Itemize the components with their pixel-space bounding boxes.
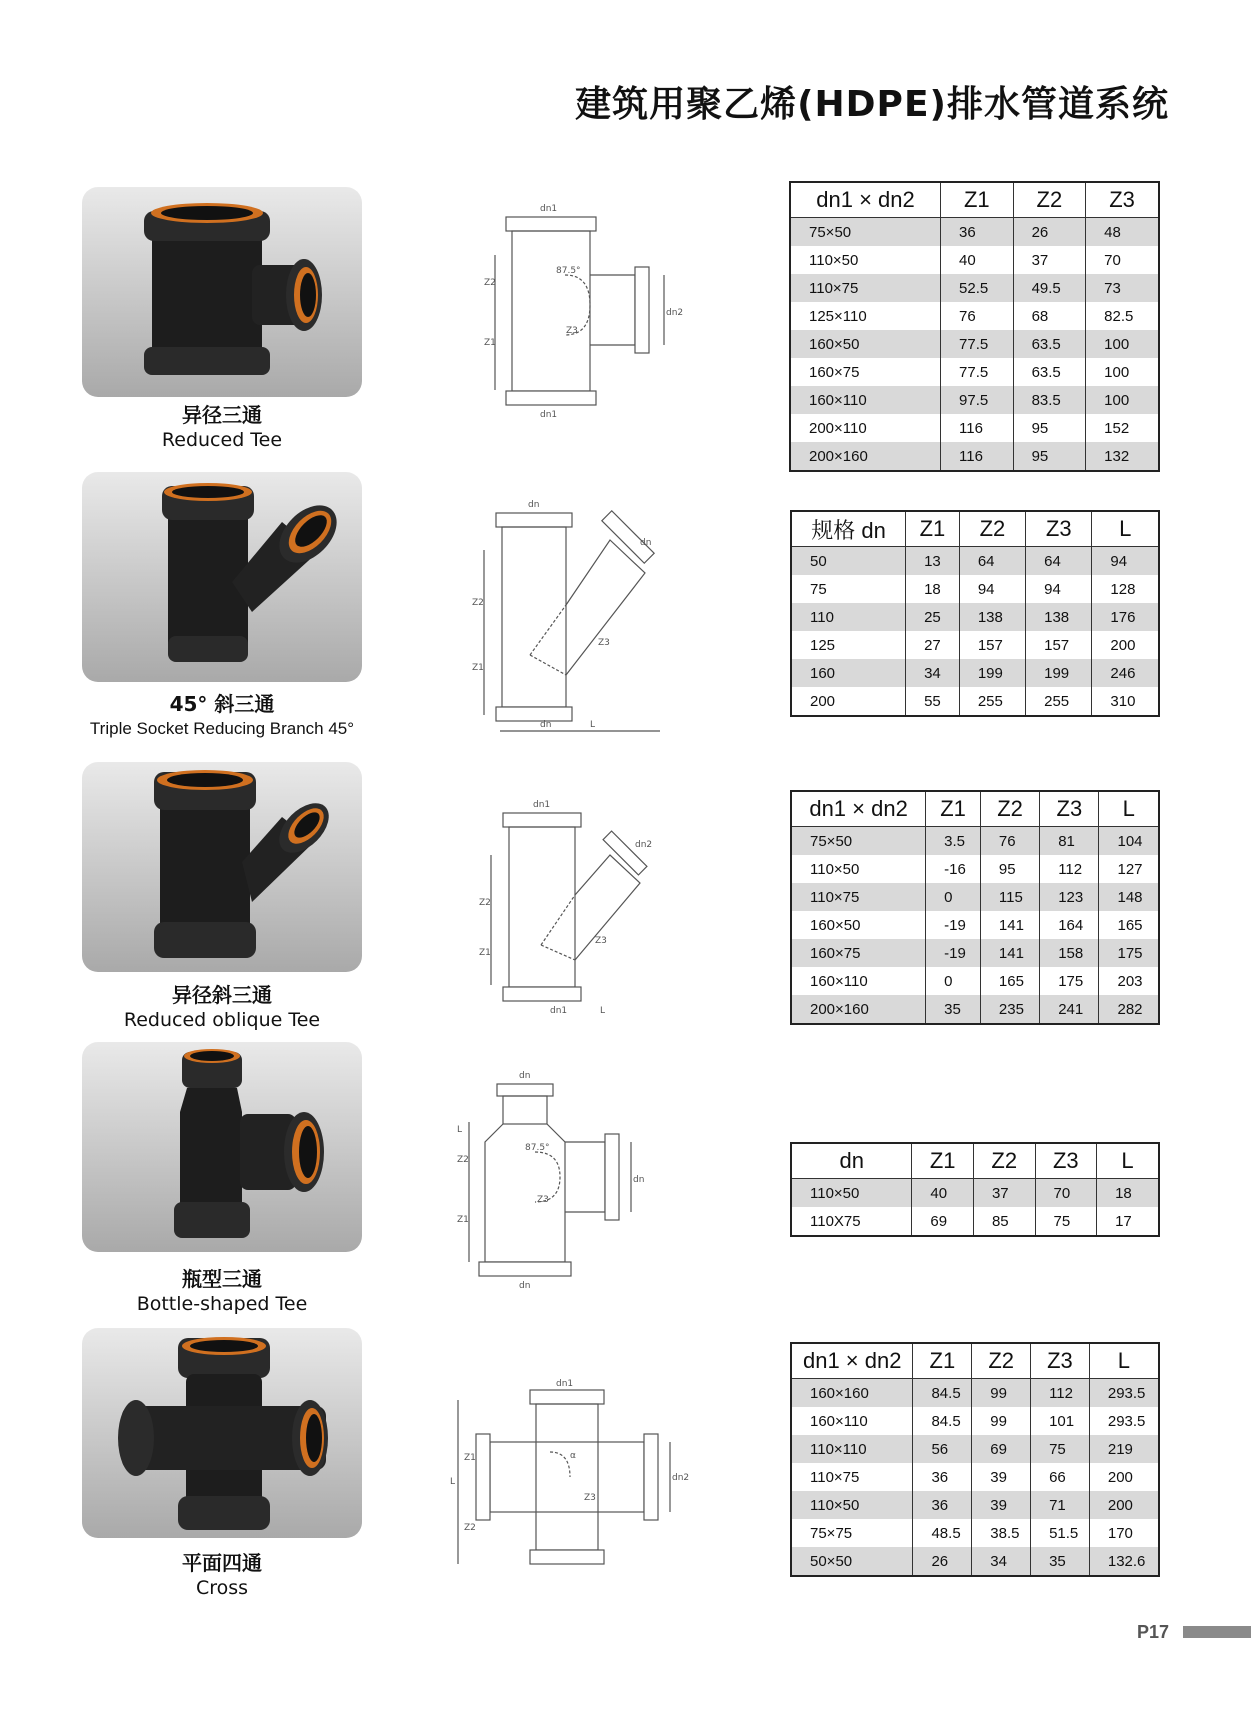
col-header: 规格 dn	[791, 511, 906, 547]
table-cell: 18	[1097, 1179, 1159, 1208]
reduced-oblique-tee-drawing	[475, 795, 675, 1020]
col-header: Z1	[926, 791, 981, 827]
label-l: L	[457, 1125, 463, 1135]
table-cell: 36	[913, 1463, 972, 1491]
table-cell: 157	[959, 631, 1025, 659]
table-cell: 164	[1040, 911, 1099, 939]
table-cell: 39	[972, 1491, 1031, 1519]
label-dn-bottom: dn	[519, 1281, 531, 1291]
table-cell: 165	[1099, 911, 1159, 939]
table-cell: 141	[980, 911, 1039, 939]
table-row	[790, 442, 1159, 471]
table-cell: 68	[1013, 302, 1086, 330]
product-name-en: Cross	[195, 1577, 249, 1599]
table-cell: 69	[912, 1207, 974, 1236]
table-cell: 203	[1099, 967, 1159, 995]
label-z3: Z3	[598, 638, 610, 648]
reduced-tee-photo	[82, 187, 362, 397]
label-dn-side: dn	[640, 538, 652, 548]
label-dn2: dn2	[672, 1473, 690, 1483]
bottle-tee-table	[790, 1142, 1160, 1237]
table-cell: 170	[1089, 1519, 1159, 1547]
label-z1: Z1	[484, 338, 496, 348]
table-cell: 82.5	[1086, 302, 1159, 330]
table-cell: 38.5	[972, 1519, 1031, 1547]
table-cell: 99	[972, 1407, 1031, 1435]
table-cell: 52.5	[941, 274, 1014, 302]
table-cell: 35	[926, 995, 981, 1024]
table-cell: 25	[906, 603, 960, 631]
table-cell: 115	[980, 883, 1039, 911]
product-name-cn: 45° 斜三通	[169, 692, 275, 716]
label-z1: Z1	[464, 1453, 476, 1463]
label-z3: Z3	[537, 1195, 549, 1205]
table-row	[791, 855, 1159, 883]
table-cell: 26	[913, 1547, 972, 1576]
product-name-en: Bottle-shaped Tee	[136, 1293, 308, 1315]
table-cell: 66	[1031, 1463, 1090, 1491]
table-cell: 160×75	[791, 939, 926, 967]
col-header: Z3	[1031, 1343, 1090, 1379]
col-header: Z2	[980, 791, 1039, 827]
product-name-cn: 异径斜三通	[172, 983, 272, 1007]
table-cell: 246	[1092, 659, 1159, 687]
table-cell: 39	[972, 1463, 1031, 1491]
table-cell: 100	[1086, 330, 1159, 358]
label-z2: Z2	[479, 898, 491, 908]
table-row	[791, 1547, 1159, 1576]
table-cell: 112	[1040, 855, 1099, 883]
label-dn2: dn2	[635, 840, 653, 850]
table-cell: 26	[1013, 218, 1086, 247]
table-cell: 176	[1092, 603, 1159, 631]
label-dn1-bottom: dn1	[540, 410, 558, 420]
table-cell: 81	[1040, 827, 1099, 856]
table-row	[790, 358, 1159, 386]
label-dn1-top: dn1	[533, 800, 551, 810]
table-cell: 110×50	[791, 855, 926, 883]
table-cell: 84.5	[913, 1379, 972, 1408]
table-cell: 13	[906, 547, 960, 576]
label-z1: Z1	[479, 948, 491, 958]
table-cell: 200	[1089, 1491, 1159, 1519]
table-cell: 112	[1031, 1379, 1090, 1408]
table-cell: 160	[791, 659, 906, 687]
table-row	[791, 883, 1159, 911]
table-cell: 219	[1089, 1435, 1159, 1463]
table-cell: 64	[1026, 547, 1092, 576]
table-cell: 128	[1092, 575, 1159, 603]
table-cell: 94	[1092, 547, 1159, 576]
table-row	[791, 631, 1159, 659]
label-dn-side: dn	[633, 1175, 645, 1185]
table-cell: 73	[1086, 274, 1159, 302]
table-cell: 138	[959, 603, 1025, 631]
table-row	[791, 1463, 1159, 1491]
table-cell: 55	[906, 687, 960, 716]
table-row	[791, 1207, 1159, 1236]
table-row	[791, 939, 1159, 967]
table-cell: 157	[1026, 631, 1092, 659]
table-cell: 95	[1013, 442, 1086, 471]
col-header: L	[1097, 1143, 1159, 1179]
label-dn1-bottom: dn1	[550, 1006, 568, 1016]
label-dn-top: dn	[519, 1071, 531, 1081]
table-row	[791, 547, 1159, 576]
col-header: Z1	[941, 182, 1014, 218]
label-z3: Z3	[595, 936, 607, 946]
reduced-oblique-tee-table	[790, 790, 1160, 1025]
bottle-tee-caption	[82, 1266, 362, 1316]
table-cell: 18	[906, 575, 960, 603]
table-cell: 200×160	[790, 442, 941, 471]
table-cell: 37	[1013, 246, 1086, 274]
branch-45-photo	[82, 472, 362, 682]
table-cell: 40	[912, 1179, 974, 1208]
table-cell: 77.5	[941, 330, 1014, 358]
table-cell: 110×75	[791, 1463, 913, 1491]
table-cell: 200	[1089, 1463, 1159, 1491]
table-cell: 35	[1031, 1547, 1090, 1576]
table-cell: 158	[1040, 939, 1099, 967]
table-row	[790, 302, 1159, 330]
table-cell: 110	[791, 603, 906, 631]
product-name-en: Reduced oblique Tee	[123, 1009, 321, 1031]
branch-45-table	[790, 510, 1160, 717]
label-dn1-top: dn1	[540, 204, 558, 214]
label-z1: Z1	[457, 1215, 469, 1225]
table-cell: 95	[980, 855, 1039, 883]
label-z3: Z3	[566, 326, 578, 336]
table-cell: 34	[906, 659, 960, 687]
label-l: L	[590, 720, 596, 730]
col-header: Z1	[913, 1343, 972, 1379]
label-l: L	[450, 1477, 456, 1487]
label-z2: Z2	[484, 278, 496, 288]
table-cell: 40	[941, 246, 1014, 274]
table-cell: -19	[926, 911, 981, 939]
table-cell: -16	[926, 855, 981, 883]
table-cell: 160×75	[790, 358, 941, 386]
col-header: dn	[791, 1143, 912, 1179]
table-cell: 101	[1031, 1407, 1090, 1435]
table-cell: 110×110	[791, 1435, 913, 1463]
table-cell: 152	[1086, 414, 1159, 442]
table-cell: 100	[1086, 386, 1159, 414]
reduced-oblique-tee-photo	[82, 762, 362, 972]
cross-table	[790, 1342, 1160, 1577]
table-cell: 200×110	[790, 414, 941, 442]
table-cell: 235	[980, 995, 1039, 1024]
table-cell: 160×110	[790, 386, 941, 414]
table-cell: 94	[959, 575, 1025, 603]
col-header: Z3	[1035, 1143, 1097, 1179]
table-cell: 0	[926, 967, 981, 995]
col-header: dn1 × dn2	[790, 182, 941, 218]
table-cell: 71	[1031, 1491, 1090, 1519]
table-cell: 75	[1035, 1207, 1097, 1236]
table-cell: 99	[972, 1379, 1031, 1408]
table-cell: 48.5	[913, 1519, 972, 1547]
table-cell: 282	[1099, 995, 1159, 1024]
table-cell: 37	[973, 1179, 1035, 1208]
reduced-oblique-tee-caption	[82, 982, 362, 1032]
table-cell: 69	[972, 1435, 1031, 1463]
table-row	[791, 1519, 1159, 1547]
table-cell: 165	[980, 967, 1039, 995]
table-cell: 94	[1026, 575, 1092, 603]
label-z1: Z1	[472, 663, 484, 673]
cross-photo	[82, 1328, 362, 1538]
table-cell: 125×110	[790, 302, 941, 330]
table-cell: 132.6	[1089, 1547, 1159, 1576]
label-angle: 87.5°	[556, 266, 581, 276]
branch-45-drawing	[470, 495, 670, 735]
table-cell: 199	[959, 659, 1025, 687]
table-row	[790, 386, 1159, 414]
table-cell: 160×110	[791, 1407, 913, 1435]
table-cell: 70	[1086, 246, 1159, 274]
table-cell: 160×50	[790, 330, 941, 358]
product-name-cn: 平面四通	[182, 1551, 262, 1575]
bottle-tee-drawing	[455, 1062, 655, 1292]
table-cell: 110×50	[791, 1179, 912, 1208]
product-name-cn: 异径三通	[182, 403, 262, 427]
table-cell: 77.5	[941, 358, 1014, 386]
table-cell: 75	[791, 575, 906, 603]
table-row	[791, 659, 1159, 687]
reduced-tee-caption	[82, 402, 362, 452]
table-cell: 175	[1040, 967, 1099, 995]
table-cell: 110×75	[791, 883, 926, 911]
table-cell: 148	[1099, 883, 1159, 911]
table-cell: 200	[1092, 631, 1159, 659]
table-row	[791, 1435, 1159, 1463]
table-cell: 63.5	[1013, 330, 1086, 358]
table-cell: 27	[906, 631, 960, 659]
col-header: Z1	[906, 511, 960, 547]
table-row	[791, 575, 1159, 603]
table-cell: -19	[926, 939, 981, 967]
col-header: dn1 × dn2	[791, 1343, 913, 1379]
table-cell: 75×50	[791, 827, 926, 856]
table-cell: 255	[959, 687, 1025, 716]
table-row	[791, 967, 1159, 995]
table-cell: 76	[941, 302, 1014, 330]
table-cell: 50×50	[791, 1547, 913, 1576]
label-angle: 87.5°	[525, 1143, 550, 1153]
col-header: Z2	[972, 1343, 1031, 1379]
table-cell: 64	[959, 547, 1025, 576]
table-cell: 104	[1099, 827, 1159, 856]
col-header: Z3	[1040, 791, 1099, 827]
table-row	[791, 1407, 1159, 1435]
page-title: 建筑用聚乙烯(HDPE)排水管道系统	[575, 84, 1169, 125]
table-cell: 199	[1026, 659, 1092, 687]
table-cell: 36	[941, 218, 1014, 247]
page-bar-decoration	[1183, 1626, 1251, 1638]
table-cell: 110×50	[790, 246, 941, 274]
table-cell: 50	[791, 547, 906, 576]
col-header: L	[1089, 1343, 1159, 1379]
page-number: P17	[1137, 1622, 1170, 1642]
table-cell: 56	[913, 1435, 972, 1463]
col-header: dn1 × dn2	[791, 791, 926, 827]
table-cell: 85	[973, 1207, 1035, 1236]
col-header: L	[1092, 511, 1159, 547]
table-cell: 17	[1097, 1207, 1159, 1236]
table-cell: 83.5	[1013, 386, 1086, 414]
cross-drawing	[450, 1380, 690, 1575]
table-cell: 3.5	[926, 827, 981, 856]
table-cell: 293.5	[1089, 1407, 1159, 1435]
table-cell: 116	[941, 442, 1014, 471]
table-cell: 241	[1040, 995, 1099, 1024]
product-name-cn: 瓶型三通	[182, 1267, 262, 1291]
table-row	[791, 1379, 1159, 1408]
table-cell: 123	[1040, 883, 1099, 911]
table-cell: 125	[791, 631, 906, 659]
table-row	[791, 1179, 1159, 1208]
table-row	[791, 995, 1159, 1024]
table-cell: 51.5	[1031, 1519, 1090, 1547]
label-z2: Z2	[464, 1523, 476, 1533]
table-cell: 110X75	[791, 1207, 912, 1236]
table-row	[791, 827, 1159, 856]
product-name-en: Reduced Tee	[161, 429, 283, 451]
table-cell: 100	[1086, 358, 1159, 386]
table-cell: 95	[1013, 414, 1086, 442]
table-cell: 84.5	[913, 1407, 972, 1435]
table-row	[790, 414, 1159, 442]
label-l: L	[600, 1006, 606, 1016]
col-header: Z2	[959, 511, 1025, 547]
label-dn1: dn1	[556, 1379, 574, 1389]
table-row	[790, 218, 1159, 247]
label-z3: Z3	[584, 1493, 596, 1503]
table-cell: 160×160	[791, 1379, 913, 1408]
table-cell: 75	[1031, 1435, 1090, 1463]
table-cell: 34	[972, 1547, 1031, 1576]
table-cell: 49.5	[1013, 274, 1086, 302]
cross-caption	[82, 1550, 362, 1600]
table-row	[791, 603, 1159, 631]
label-z2: Z2	[472, 598, 484, 608]
label-z2: Z2	[457, 1155, 469, 1165]
col-header: Z3	[1026, 511, 1092, 547]
table-cell: 200×160	[791, 995, 926, 1024]
table-cell: 110×50	[791, 1491, 913, 1519]
col-header: Z3	[1086, 182, 1159, 218]
table-cell: 160×50	[791, 911, 926, 939]
table-row	[790, 330, 1159, 358]
table-row	[791, 911, 1159, 939]
table-cell: 97.5	[941, 386, 1014, 414]
reduced-tee-table	[789, 181, 1160, 472]
table-cell: 0	[926, 883, 981, 911]
table-cell: 138	[1026, 603, 1092, 631]
table-cell: 63.5	[1013, 358, 1086, 386]
product-name-en: Triple Socket Reducing Branch 45°	[89, 719, 355, 738]
table-cell: 200	[791, 687, 906, 716]
table-cell: 310	[1092, 687, 1159, 716]
table-cell: 132	[1086, 442, 1159, 471]
table-cell: 255	[1026, 687, 1092, 716]
label-angle: α	[570, 1451, 576, 1461]
table-cell: 76	[980, 827, 1039, 856]
label-dn-bottom: dn	[540, 720, 552, 730]
col-header: Z1	[912, 1143, 974, 1179]
table-cell: 127	[1099, 855, 1159, 883]
table-cell: 70	[1035, 1179, 1097, 1208]
table-cell: 75×50	[790, 218, 941, 247]
label-dn-top: dn	[528, 500, 540, 510]
col-header: Z2	[973, 1143, 1035, 1179]
table-cell: 175	[1099, 939, 1159, 967]
table-row	[790, 274, 1159, 302]
table-row	[790, 246, 1159, 274]
table-cell: 36	[913, 1491, 972, 1519]
col-header: Z2	[1013, 182, 1086, 218]
branch-45-caption	[82, 691, 362, 741]
table-row	[791, 687, 1159, 716]
table-row	[791, 1491, 1159, 1519]
table-cell: 116	[941, 414, 1014, 442]
bottle-tee-photo	[82, 1042, 362, 1252]
table-cell: 141	[980, 939, 1039, 967]
table-cell: 48	[1086, 218, 1159, 247]
reduced-tee-drawing	[480, 195, 684, 425]
table-cell: 75×75	[791, 1519, 913, 1547]
table-cell: 110×75	[790, 274, 941, 302]
table-cell: 293.5	[1089, 1379, 1159, 1408]
col-header: L	[1099, 791, 1159, 827]
label-dn2: dn2	[666, 308, 684, 318]
table-cell: 160×110	[791, 967, 926, 995]
